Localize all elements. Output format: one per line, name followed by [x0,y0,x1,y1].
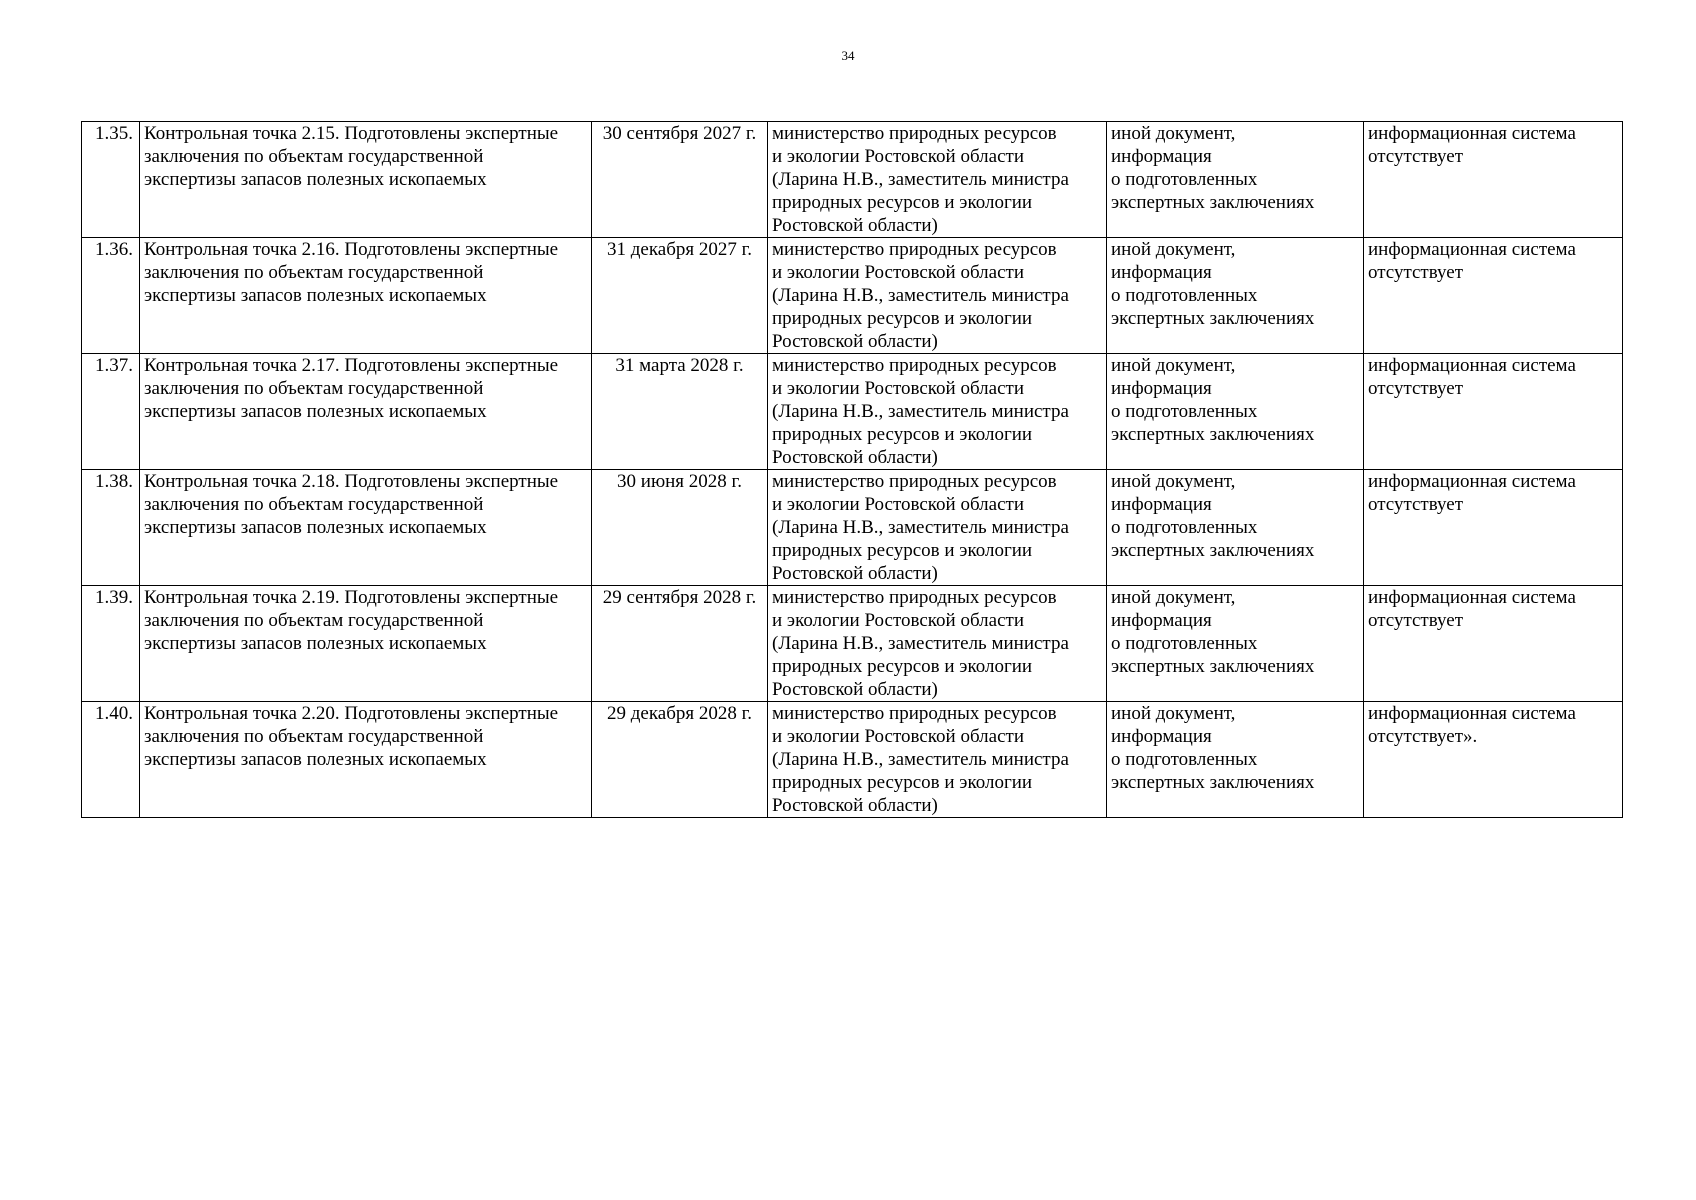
cell-text-line: и экологии Ростовской области [772,494,1024,515]
cell-text-line: информационная система [1368,587,1576,608]
cell-text-line: министерство природных ресурсов [772,239,1057,260]
cell-text-line: (Ларина Н.В., заместитель министра [772,517,1069,538]
cell-text-line: природных ресурсов и экологии [772,540,1033,561]
cell-text-line: отсутствует [1368,262,1464,283]
cell-text-line: экспертных заключениях [1111,424,1315,445]
cell-text-line: министерство природных ресурсов [772,703,1057,724]
cell-text-line: заключения по объектам государственной [144,146,484,167]
cell-text-line: отсутствует [1368,610,1464,631]
cell-text-line: экспертных заключениях [1111,308,1315,329]
cell-text-line: природных ресурсов и экологии [772,656,1033,677]
event-cell [140,470,592,586]
cell-text-line: и экологии Ростовской области [772,378,1024,399]
cell-text-line: о подготовленных [1111,633,1258,654]
cell-text-line: информационная система [1368,703,1576,724]
cell-text-line: экспертных заключениях [1111,656,1315,677]
cell-text-line: Ростовской области) [772,447,938,468]
responsible-cell [768,354,1107,470]
document-type-cell [1107,354,1364,470]
cell-text-line: заключения по объектам государственной [144,494,484,515]
information-system-cell [1364,702,1623,818]
table-row [82,122,1623,238]
row-number-cell: 1.38. [82,470,140,586]
table-row [82,238,1623,354]
cell-text-line: Ростовской области) [772,563,938,584]
cell-text-line: природных ресурсов и экологии [772,772,1033,793]
information-system-cell [1364,238,1623,354]
responsible-cell [768,122,1107,238]
event-cell [140,238,592,354]
row-number-cell: 1.36. [82,238,140,354]
information-system-cell [1364,122,1623,238]
cell-text-line: Контрольная точка 2.20. Подготовлены экспертные [144,703,559,724]
cell-text-line: информация [1111,146,1212,167]
control-points-table [81,121,1623,818]
row-number-cell: 1.35. [82,122,140,238]
cell-text-line: и экологии Ростовской области [772,262,1024,283]
document-type-cell [1107,702,1364,818]
cell-text-line: экспертизы запасов полезных ископаемых [144,169,487,190]
cell-text-line: заключения по объектам государственной [144,610,484,631]
cell-text-line: о подготовленных [1111,517,1258,538]
cell-text-line: иной документ, [1111,471,1236,492]
deadline-date-cell: 29 декабря 2028 г. [592,702,768,818]
cell-text-line: Ростовской области) [772,795,938,816]
cell-text-line: иной документ, [1111,355,1236,376]
cell-text-line: Ростовской области) [772,215,938,236]
deadline-date-cell: 29 сентября 2028 г. [592,586,768,702]
document-type-cell [1107,122,1364,238]
row-number-cell: 1.37. [82,354,140,470]
information-system-cell [1364,586,1623,702]
cell-text-line: о подготовленных [1111,401,1258,422]
cell-text-line: (Ларина Н.В., заместитель министра [772,401,1069,422]
cell-text-line: информация [1111,378,1212,399]
deadline-date-cell: 31 марта 2028 г. [592,354,768,470]
document-type-cell [1107,470,1364,586]
cell-text-line: и экологии Ростовской области [772,726,1024,747]
table-row [82,470,1623,586]
cell-text-line: отсутствует [1368,494,1464,515]
document-type-cell [1107,238,1364,354]
document-type-cell [1107,586,1364,702]
cell-text-line: министерство природных ресурсов [772,471,1057,492]
cell-text-line: информация [1111,610,1212,631]
cell-text-line: (Ларина Н.В., заместитель министра [772,169,1069,190]
table-row [82,702,1623,818]
cell-text-line: экспертизы запасов полезных ископаемых [144,285,487,306]
cell-text-line: министерство природных ресурсов [772,123,1057,144]
cell-text-line: информационная система [1368,239,1576,260]
responsible-cell [768,238,1107,354]
cell-text-line: министерство природных ресурсов [772,355,1057,376]
information-system-cell [1364,354,1623,470]
event-cell [140,702,592,818]
cell-text-line: информационная система [1368,123,1576,144]
cell-text-line: отсутствует [1368,378,1464,399]
cell-text-line: иной документ, [1111,703,1236,724]
cell-text-line: информация [1111,726,1212,747]
cell-text-line: (Ларина Н.В., заместитель министра [772,285,1069,306]
deadline-date-cell: 31 декабря 2027 г. [592,238,768,354]
cell-text-line: о подготовленных [1111,749,1258,770]
cell-text-line: и экологии Ростовской области [772,610,1024,631]
table-row [82,586,1623,702]
cell-text-line: Ростовской области) [772,331,938,352]
cell-text-line: о подготовленных [1111,285,1258,306]
cell-text-line: экспертных заключениях [1111,192,1315,213]
cell-text-line: экспертизы запасов полезных ископаемых [144,401,487,422]
cell-text-line: отсутствует [1368,146,1464,167]
row-number-cell: 1.39. [82,586,140,702]
cell-text-line: отсутствует». [1368,726,1478,747]
cell-text-line: природных ресурсов и экологии [772,192,1033,213]
cell-text-line: Контрольная точка 2.18. Подготовлены экспертные [144,471,559,492]
cell-text-line: информация [1111,262,1212,283]
cell-text-line: информационная система [1368,355,1576,376]
cell-text-line: экспертных заключениях [1111,540,1315,561]
event-cell [140,586,592,702]
cell-text-line: природных ресурсов и экологии [772,308,1033,329]
cell-text-line: информационная система [1368,471,1576,492]
cell-text-line: министерство природных ресурсов [772,587,1057,608]
cell-text-line: иной документ, [1111,239,1236,260]
cell-text-line: Контрольная точка 2.17. Подготовлены экспертные [144,355,559,376]
cell-text-line: Ростовской области) [772,679,938,700]
cell-text-line: Контрольная точка 2.16. Подготовлены экспертные [144,239,559,260]
responsible-cell [768,470,1107,586]
cell-text-line: заключения по объектам государственной [144,726,484,747]
cell-text-line: заключения по объектам государственной [144,262,484,283]
cell-text-line: (Ларина Н.В., заместитель министра [772,749,1069,770]
page-number: 34 [841,48,855,63]
cell-text-line: (Ларина Н.В., заместитель министра [772,633,1069,654]
cell-text-line: Контрольная точка 2.15. Подготовлены экспертные [144,123,559,144]
cell-text-line: иной документ, [1111,123,1236,144]
cell-text-line: экспертизы запасов полезных ископаемых [144,517,487,538]
table-row [82,354,1623,470]
deadline-date-cell: 30 июня 2028 г. [592,470,768,586]
cell-text-line: природных ресурсов и экологии [772,424,1033,445]
cell-text-line: заключения по объектам государственной [144,378,484,399]
responsible-cell [768,702,1107,818]
table-body [82,122,1623,818]
event-cell [140,122,592,238]
event-cell [140,354,592,470]
row-number-cell: 1.40. [82,702,140,818]
cell-text-line: экспертизы запасов полезных ископаемых [144,633,487,654]
cell-text-line: Контрольная точка 2.19. Подготовлены экспертные [144,587,559,608]
deadline-date-cell: 30 сентября 2027 г. [592,122,768,238]
cell-text-line: информация [1111,494,1212,515]
cell-text-line: о подготовленных [1111,169,1258,190]
cell-text-line: иной документ, [1111,587,1236,608]
responsible-cell [768,586,1107,702]
cell-text-line: экспертных заключениях [1111,772,1315,793]
information-system-cell [1364,470,1623,586]
cell-text-line: и экологии Ростовской области [772,146,1024,167]
cell-text-line: экспертизы запасов полезных ископаемых [144,749,487,770]
